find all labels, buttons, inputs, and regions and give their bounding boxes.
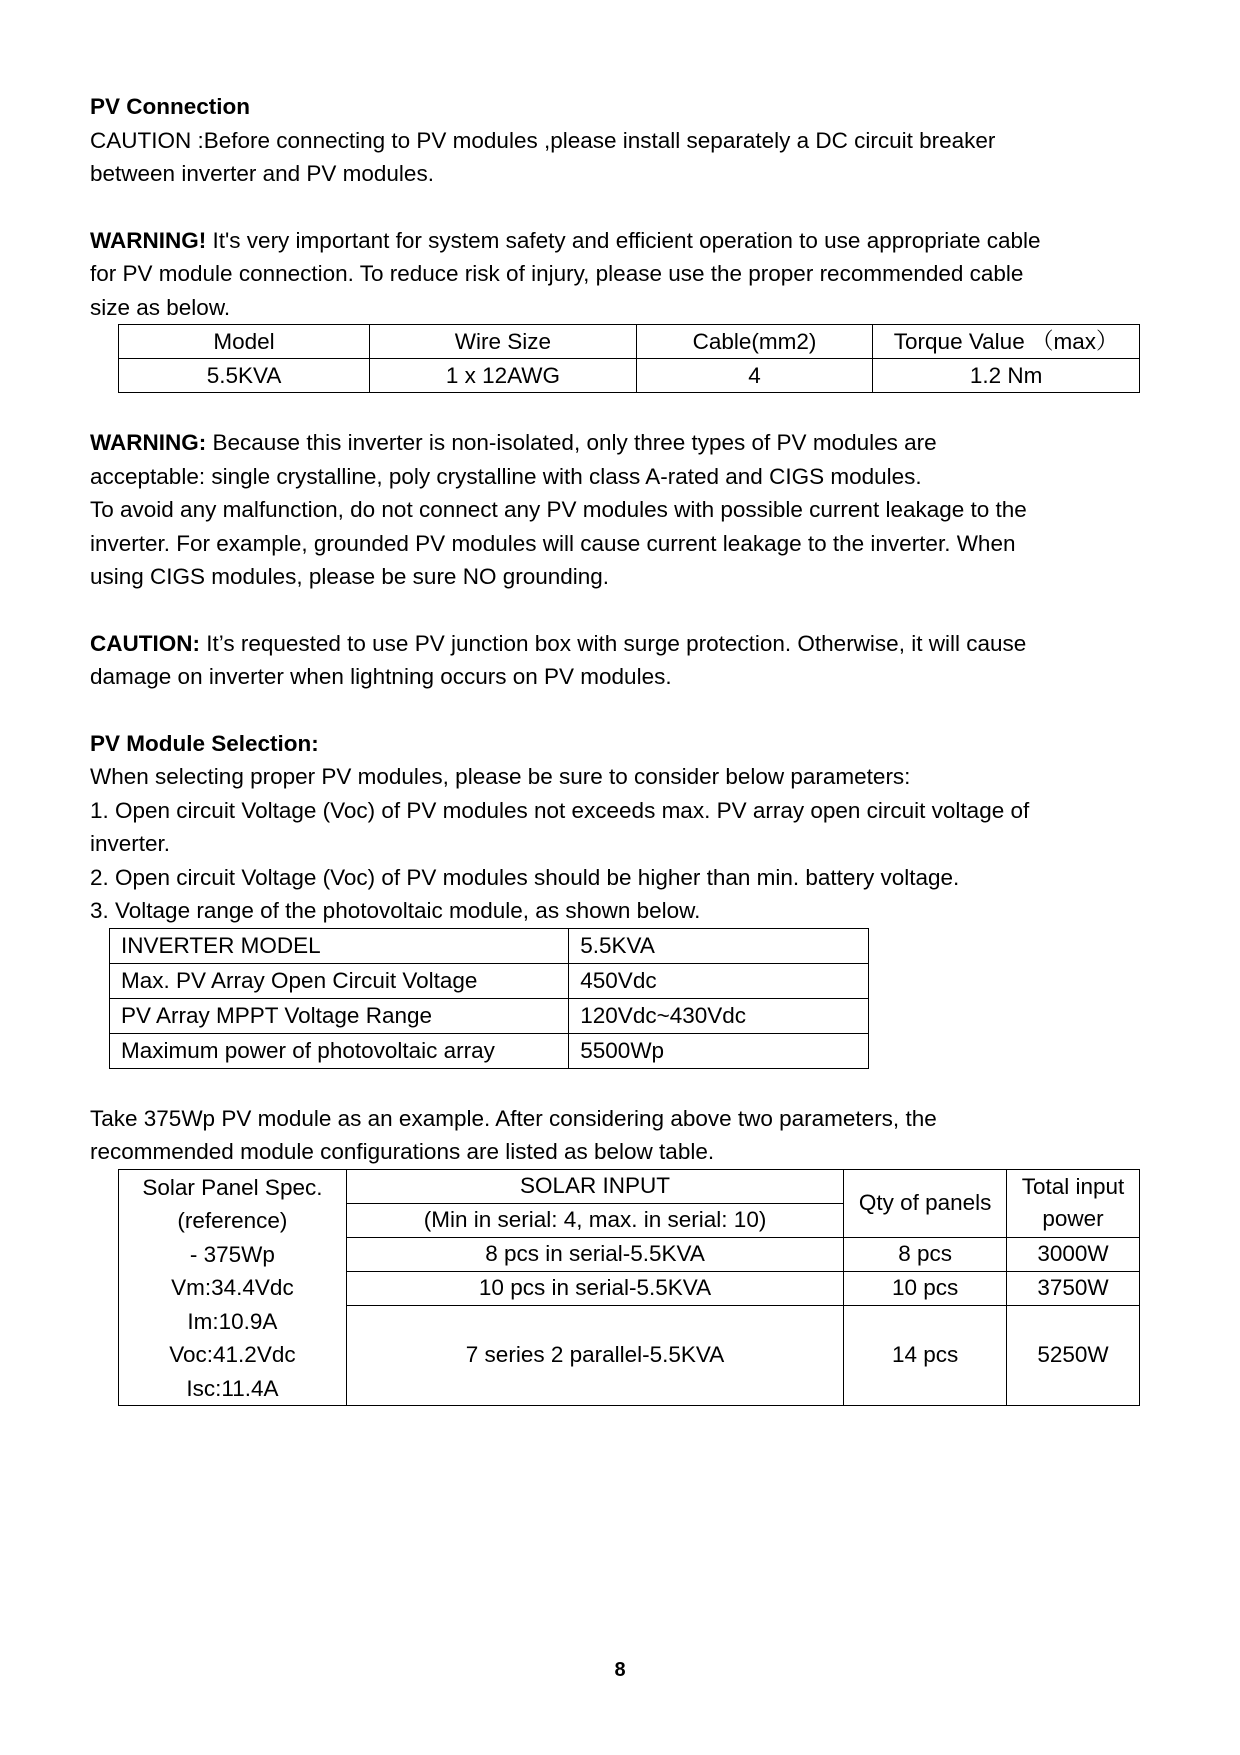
selection-line: inverter. (90, 831, 171, 856)
qty-of-panels-header: Qty of panels (844, 1169, 1007, 1237)
power-cell: 5250W (1007, 1305, 1140, 1405)
param-label: Maximum power of photovoltaic array (110, 1033, 569, 1068)
table-cell: 1.2 Nm (873, 359, 1140, 393)
pv-module-selection-heading: PV Module Selection: (90, 730, 319, 756)
qty-cell: 10 pcs (844, 1271, 1007, 1305)
table-header-cell: Torque Value （max） (873, 325, 1140, 359)
page-number: 8 (614, 1659, 626, 1681)
total-input-power-header (1007, 1169, 1140, 1237)
param-label: PV Array MPPT Voltage Range (110, 998, 569, 1033)
spec-line: - 375Wp (189, 1241, 275, 1267)
qty-cell: 14 pcs (844, 1305, 1007, 1405)
power-cell: 3000W (1007, 1237, 1140, 1271)
spec-line: Isc:11.4A (186, 1375, 279, 1401)
table-row (110, 1033, 869, 1068)
table-header-row (119, 325, 1140, 359)
example-line: Take 375Wp PV module as an example. After considering above two parameters, the (90, 1105, 937, 1131)
selection-line: When selecting proper PV modules, please be sure to consider below parameters: (90, 764, 911, 789)
module-configuration-table (118, 1169, 1140, 1407)
table-header-cell: Model (119, 325, 370, 359)
cable-size-table (118, 324, 1140, 393)
selection-line: 2. Open circuit Voltage (Voc) of PV modules should be higher than min. battery voltage. (90, 864, 960, 890)
header-line: power (1042, 1206, 1104, 1232)
table-row (110, 998, 869, 1033)
spec-line: Solar Panel Spec. (142, 1174, 323, 1200)
caution-line: damage on inverter when lightning occurs on PV modules. (90, 664, 672, 689)
caution-text: It’s requested to use PV junction box with surge protection. Otherwise, it will cause (199, 630, 1027, 656)
warning-line: using CIGS modules, please be sure NO grounding. (90, 564, 610, 589)
table-row (110, 963, 869, 998)
warning-line: To avoid any malfunction, do not connect any PV modules with possible current leakage to the (90, 497, 1027, 522)
pv-connection-heading: PV Connection (90, 94, 251, 119)
table-row (110, 928, 869, 963)
warning-line: acceptable: single crystalline, poly crystalline with class A-rated and CIGS modules. (90, 463, 922, 489)
param-label: Max. PV Array Open Circuit Voltage (110, 963, 569, 998)
warning-paragraph (90, 426, 1150, 460)
caution-line: CAUTION :Before connecting to PV modules ,please install separately a DC circuit breaker (90, 127, 996, 153)
warning-line: inverter. For example, grounded PV modules will cause current leakage to the inverter. When (90, 530, 1016, 556)
config-cell: 10 pcs in serial-5.5KVA (346, 1271, 843, 1305)
spec-line: (reference) (177, 1208, 288, 1233)
spec-line: Vm:34.4Vdc (171, 1275, 294, 1300)
warning-label: WARNING: (90, 430, 207, 455)
caution-label: CAUTION: (90, 630, 200, 656)
solar-panel-spec-cell (119, 1169, 347, 1406)
solar-input-header: SOLAR INPUT (346, 1169, 843, 1203)
table-row (119, 1169, 1140, 1203)
header-line: Total input (1021, 1174, 1125, 1200)
param-value: 450Vdc (569, 963, 869, 998)
solar-input-subheader: (Min in serial: 4, max. in serial: 10) (346, 1203, 843, 1237)
table-row (119, 359, 1140, 393)
caution-line: between inverter and PV modules. (90, 161, 434, 186)
param-value: 5500Wp (569, 1033, 869, 1068)
power-cell: 3750W (1007, 1271, 1140, 1305)
table-cell: 1 x 12AWG (370, 359, 637, 393)
warning-line: size as below. (90, 294, 231, 320)
param-value: 5.5KVA (569, 928, 869, 963)
spec-line: Im:10.9A (187, 1308, 278, 1334)
table-header-cell: Cable(mm2) (636, 325, 872, 359)
table-cell: 4 (636, 359, 872, 393)
warning-paragraph (90, 224, 1150, 258)
config-cell: 8 pcs in serial-5.5KVA (346, 1237, 843, 1271)
table-cell: 5.5KVA (119, 359, 370, 393)
config-cell: 7 series 2 parallel-5.5KVA (346, 1305, 843, 1405)
selection-line: 3. Voltage range of the photovoltaic module, as shown below. (90, 898, 701, 923)
qty-cell: 8 pcs (844, 1237, 1007, 1271)
selection-line: 1. Open circuit Voltage (Voc) of PV modules not exceeds max. PV array open circuit voltage of (90, 797, 1030, 823)
param-value: 120Vdc~430Vdc (569, 998, 869, 1033)
table-header-cell: Wire Size (370, 325, 637, 359)
example-line: recommended module configurations are listed as below table. (90, 1139, 715, 1164)
inverter-parameters-table (109, 928, 869, 1069)
warning-line: for PV module connection. To reduce risk of injury, please use the proper recommended cable (90, 261, 1024, 286)
spec-line: Voc:41.2Vdc (169, 1342, 296, 1367)
warning-text: Because this inverter is non-isolated, only three types of PV modules are (206, 430, 937, 455)
warning-label: WARNING! (90, 227, 207, 253)
warning-text: It's very important for system safety and efficient operation to use appropriate cable (206, 227, 1041, 253)
caution-paragraph (90, 627, 1150, 661)
document-page (90, 90, 1150, 1406)
param-label: INVERTER MODEL (110, 928, 569, 963)
